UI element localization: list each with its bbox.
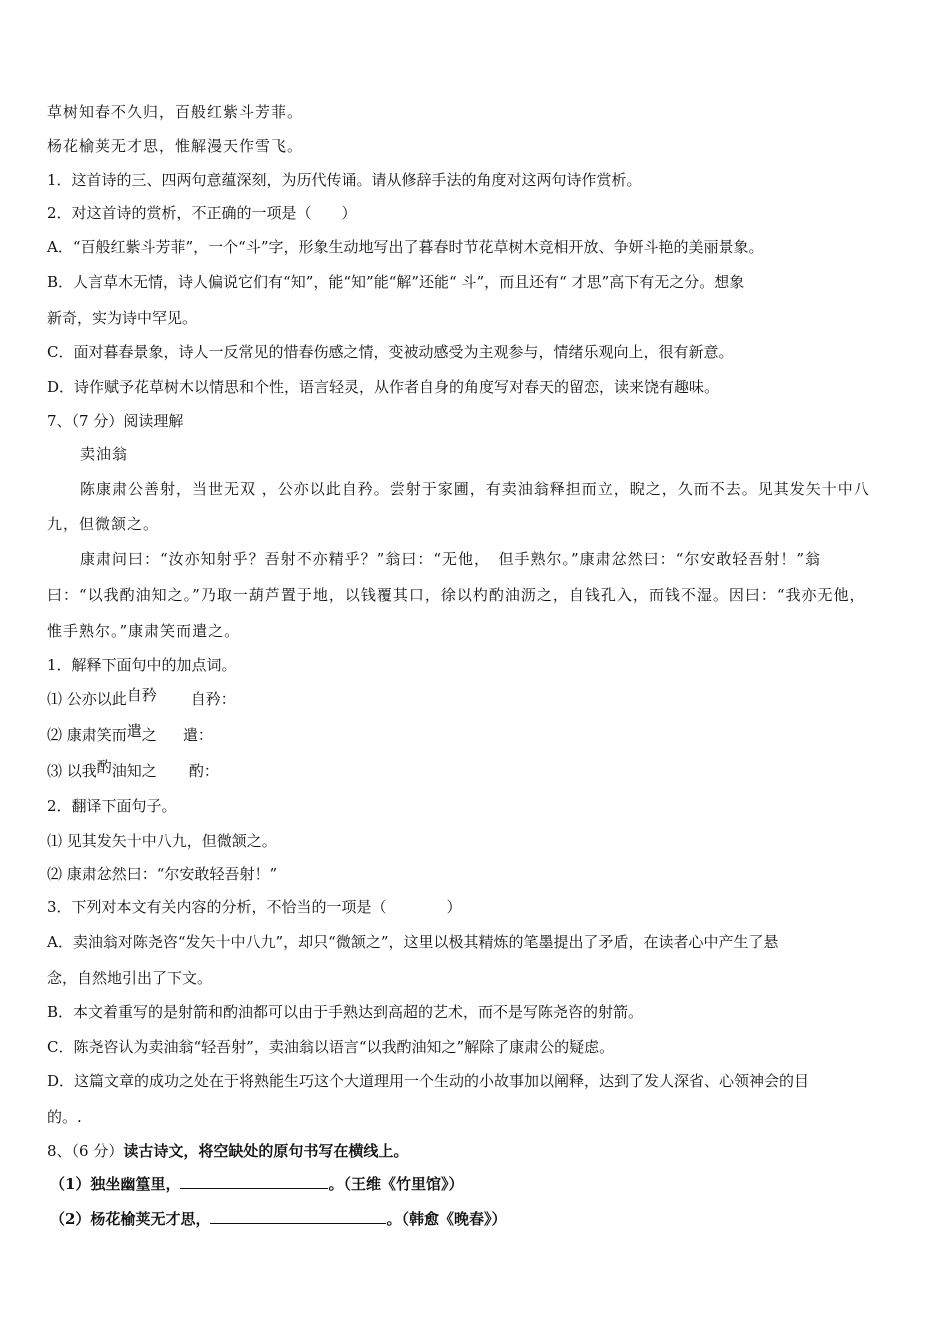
q7-header: 7、（7 分）阅读理解 [47,412,184,430]
poem-line-4: 杨花榆荚无才思，惟解漫天作雪飞。 [47,137,304,155]
q8-instruction: 读古诗文，将空缺处的原句书写在横线上。 [123,1142,409,1160]
q6-subquestion-1: 1．这首诗的三、四两句意蕴深刻，为历代传诵。请从修辞手法的角度对这两句诗作赏析。 [47,171,642,189]
q8-line-2-prefix: （2）杨花榆荚无才思， [50,1210,211,1228]
poem-line-3: 草树知春不久归，百般红紫斗芳菲。 [47,103,304,121]
q7-item-1c-label: 酌： [188,762,219,780]
q8-header [47,1141,408,1161]
q8-blank-1[interactable] [180,1174,328,1189]
q7-item-1b-prefix: ⑵ 康肃笑而 [47,726,127,744]
q7-item-2b: ⑵ 康肃忿然曰：“尔安敢轻吾射！” [47,865,278,883]
q8-line-1-suffix: 。（王维《竹里馆》） [328,1175,464,1193]
q6-option-a: A．“百般红紫斗芳菲”，一个“斗”字，形象生动地写出了暮春时节花草树木竞相开放、争妍斗艳的美丽景象。 [47,238,764,256]
q7-passage-p1-line1: 陈康肃公善射，当世无双 ，公亦以此自矜。尝射于家圃，有卖油翁释担而立，睨之，久而不去。见其发矢十中八 [80,480,870,498]
q7-passage-title: 卖油翁 [80,445,129,463]
q7-passage-p1-line2: 九，但微颔之。 [47,515,160,533]
q6-option-b-line2: 新奇，实为诗中罕见。 [47,309,198,327]
q8-line-1 [50,1174,463,1194]
q6-subquestion-2: 2．对这首诗的赏析，不正确的一项是（ ） [47,204,357,222]
q7-item-1b-word: 遣 [126,722,142,740]
q7-item-1a-word: 自矜 [126,686,157,704]
q7-option-b: B．本文着重写的是射箭和酌油都可以由于手熟达到高超的艺术，而不是写陈尧咨的射箭。 [47,1003,644,1021]
q7-option-d-line2: 的。. [47,1108,82,1126]
q7-item-1c-suffix: 油知之 [111,762,157,780]
q7-item-1b-suffix: 之 [141,726,157,744]
q7-option-a-line2: 念，自然地引出了下文。 [47,969,213,987]
q7-subquestion-1: 1．解释下面句中的加点词。 [47,656,237,674]
q7-subquestion-3: 3．下列对本文有关内容的分析，不恰当的一项是（ ） [47,898,462,916]
q8-number: 8、（6 分） [47,1142,124,1160]
q7-item-1a-label: 自矜： [190,690,236,708]
q6-option-b-line1: B．人言草木无情，诗人偏说它们有“知”，能“知”能“解”还能“ 斗”，而且还有“ 才思”高下有无之分。想象 [47,273,745,291]
q8-blank-2[interactable] [210,1209,386,1224]
q7-passage-p2-line1: 康肃问曰：“汝亦知射乎？吾射不亦精乎？”翁曰：“无他， 但手熟尔。”康肃忿然曰：“尔安敢轻吾射！”翁 [80,550,822,568]
q7-item-1a-prefix: ⑴ 公亦以此 [47,690,127,708]
q7-passage-p2-line2: 曰：“以我酌油知之。”乃取一葫芦置于地，以钱覆其口，徐以杓酌油沥之，自钱孔入，而钱不湿。因曰：“我亦无他， [47,586,866,604]
q7-subquestion-2: 2．翻译下面句子。 [47,797,177,815]
q8-line-2 [50,1209,506,1229]
q7-item-1c-prefix: ⑶ 以我 [47,762,97,780]
q7-option-d-line1: D．这篇文章的成功之处在于将熟能生巧这个大道理用一个生动的小故事加以阐释，达到了发人深省、心领神会的目 [47,1072,810,1090]
q7-passage-p2-line3: 惟手熟尔。”康肃笑而遣之。 [47,622,241,640]
q7-item-1c [47,758,219,781]
q7-option-c: C．陈尧咨认为卖油翁“轻吾射”，卖油翁以语言“以我酌油知之”解除了康肃公的疑虑。 [47,1038,615,1056]
q7-option-a-line1: A．卖油翁对陈尧咨“发矢十中八九”，却只“微颔之”，这里以极其精炼的笔墨提出了矛盾，在读者心中产生了悬 [47,933,779,951]
q7-item-1b [47,722,213,745]
q8-line-1-prefix: （1）独坐幽篁里， [50,1175,181,1193]
q8-line-2-suffix: 。（韩愈《晚春》） [386,1210,507,1228]
q6-option-d: D．诗作赋予花草树木以情思和个性，语言轻灵，从作者自身的角度写对春天的留恋，读来饶有趣味。 [47,378,720,396]
q6-option-c: C．面对暮春景象，诗人一反常见的惜春伤感之情，变被动感受为主观参与，情绪乐观向上，很有新意。 [47,343,734,361]
q7-item-1b-label: 遣： [182,726,213,744]
q7-item-1c-word: 酌 [96,758,112,776]
q7-item-2a: ⑴ 见其发矢十中八九，但微颔之。 [47,832,277,850]
q7-item-1a [47,686,236,709]
